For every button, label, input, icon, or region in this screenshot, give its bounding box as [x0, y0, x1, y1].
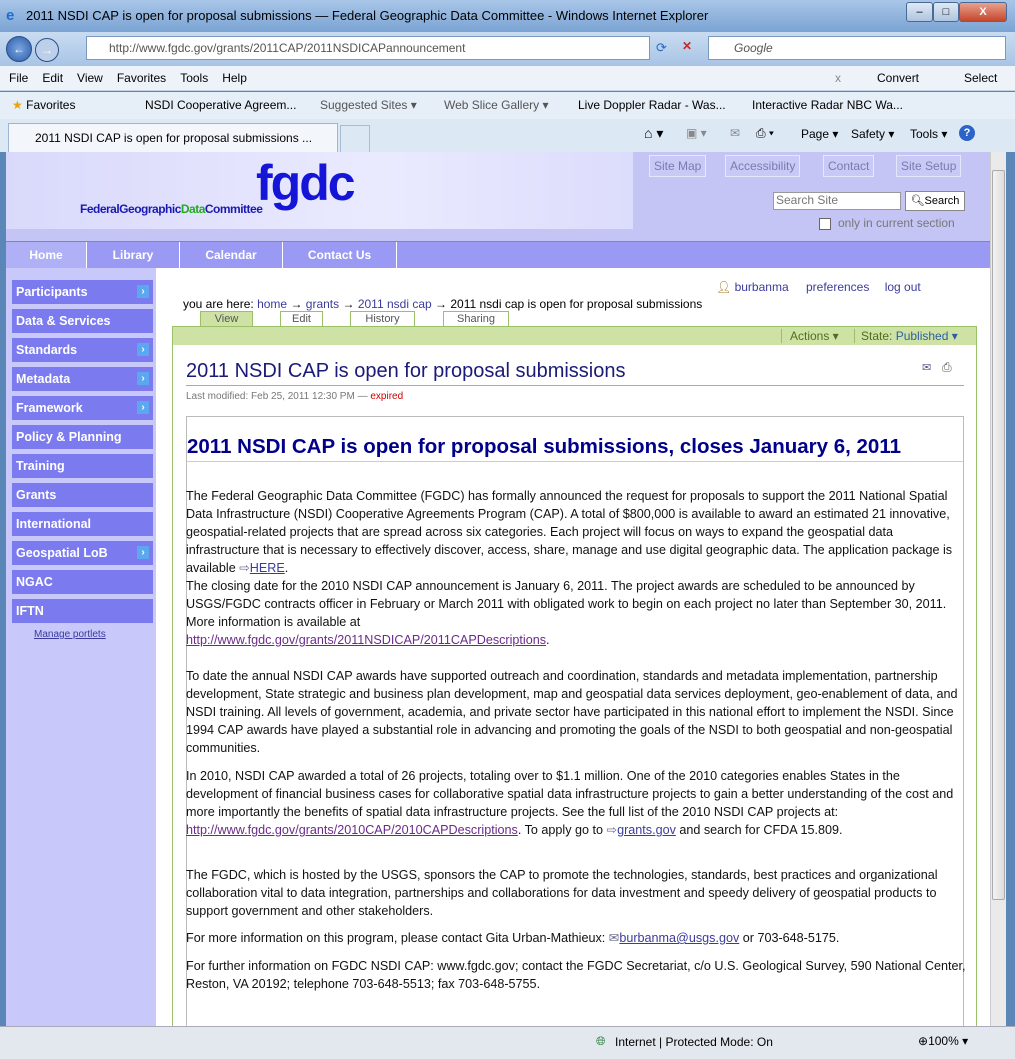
select-button[interactable]: Select [964, 71, 998, 85]
state-menu[interactable]: State: Published ▾ [854, 329, 958, 343]
scroll-thumb[interactable] [992, 170, 1005, 900]
sidebar-item-label: Data & Services [16, 314, 111, 328]
tab-sharing[interactable]: Sharing [443, 311, 509, 326]
logout-link[interactable]: log out [884, 280, 921, 294]
site-map-link[interactable]: Site Map [649, 155, 706, 177]
close-toolbar-button[interactable]: x [835, 71, 841, 85]
favorites-bar [0, 92, 1015, 119]
minimize-button[interactable]: – [906, 2, 933, 22]
nav-home[interactable]: Home [6, 242, 87, 268]
breadcrumb-home[interactable]: home [257, 297, 288, 311]
actions-menu[interactable]: Actions ▾ [781, 329, 839, 343]
chevron-right-icon: › [137, 285, 149, 298]
external-link-icon: ⇨ [606, 823, 618, 837]
nav-contact-us[interactable]: Contact Us [283, 242, 397, 268]
sidebar [6, 268, 156, 1026]
sidebar-item-standards[interactable] [12, 338, 153, 362]
breadcrumb-sep: → [342, 297, 355, 311]
user-link[interactable]: burbanma [734, 280, 789, 294]
only-current-label: only in current section [838, 216, 955, 230]
favorites-label: Favorites [26, 98, 76, 112]
star-icon: ★ [12, 98, 23, 112]
paragraph-3: To date the annual NSDI CAP awards have supported outreach and coordination, standards and metadata implementation, partnership development, State strategic and business plan development, map and geospatial data services deployment, geo-enablement of data, and NSDI training. All levels of government, academia, and private sector have participated in this national effort to implement the NSDI. Since 1994 CAP awards have played a substantial role in advancing and promoting the goals of the NSDI to both geospatial and non-geospatial communities. [186, 669, 958, 755]
last-modified: Last modified: Feb 25, 2011 12:30 PM — expired [186, 391, 404, 402]
main-nav [6, 241, 990, 268]
chevron-right-icon: › [137, 546, 149, 559]
fav-live-doppler[interactable]: Live Doppler Radar - Was... [578, 98, 726, 112]
new-tab-button[interactable] [340, 125, 370, 152]
zoom-level[interactable]: ⊕100% ▾ [918, 1034, 969, 1048]
chevron-right-icon: › [137, 401, 149, 414]
send-icon[interactable]: ✉ [922, 362, 932, 374]
tab-bar [0, 119, 1015, 152]
sidebar-item-label: Standards [16, 343, 78, 357]
sidebar-item-policy-planning[interactable] [12, 425, 153, 449]
vertical-scrollbar[interactable] [990, 152, 1006, 1026]
sidebar-item-grants[interactable] [12, 483, 153, 507]
ie-icon: e [6, 7, 15, 24]
address-input[interactable]: http://www.fgdc.gov/grants/2011CAP/2011NSDICAPannouncement [86, 36, 650, 60]
refresh-icon[interactable]: ⟳ [656, 40, 667, 55]
sidebar-item-label: Geospatial LoB [16, 546, 108, 560]
user-icon: 👤︎ [716, 280, 732, 294]
document-title: 2011 NSDI CAP is open for proposal submissions [186, 360, 964, 386]
stop-icon[interactable]: ✕ [682, 39, 693, 53]
maximize-button[interactable]: □ [933, 2, 959, 22]
here-link[interactable]: HERE [249, 561, 285, 575]
menu-help[interactable]: Help [222, 71, 247, 85]
sidebar-item-iftn[interactable] [12, 599, 153, 623]
menu-tools[interactable]: Tools [180, 71, 209, 85]
sidebar-item-participants[interactable] [12, 280, 153, 304]
paragraph-5: The FGDC, which is hosted by the USGS, sponsors the CAP to promote the technologies, standards, best practices and organizational collaboration vital to data integration, partnerships and collaborations for data investment and speedy delivery of geospatial products to support government and other stakeholders. [186, 868, 938, 918]
window-title: 2011 NSDI CAP is open for proposal submissions — Federal Geographic Data Committee - Windows Internet Explorer [26, 8, 709, 23]
sidebar-item-label: Policy & Planning [16, 430, 122, 444]
accessibility-link[interactable]: Accessibility [725, 155, 800, 177]
tab-edit[interactable]: Edit [280, 311, 323, 326]
safety-menu[interactable]: Safety ▾ [851, 127, 895, 141]
search-input[interactable] [708, 36, 1006, 60]
contact-link[interactable]: Contact [823, 155, 874, 177]
sidebar-item-label: International [16, 517, 92, 531]
magnifier-icon: 🔍︎ [910, 195, 925, 207]
help-icon[interactable]: ? [959, 125, 975, 141]
fav-web-slice-gallery[interactable]: Web Slice Gallery ▾ [444, 98, 549, 112]
fav-suggested-sites[interactable]: Suggested Sites ▾ [320, 98, 417, 112]
print-icon[interactable]: ⎙ ▾ [756, 126, 774, 140]
breadcrumb-sep: → [435, 297, 448, 311]
breadcrumb-grants[interactable]: grants [305, 297, 340, 311]
paragraph-1: The Federal Geographic Data Committee (FGDC) has formally announced the request for proposals to support the 2011 National Spatial Data Infrastructure (NSDI) Cooperative Agreements Program (CAP). A total of $800,000 is available to award an estimated 21 innovative, geospatial-related projects that are spread across six categories. Each project will focus on ways to expand the geospatial data infrastructure that is necessary to effectively discover, access, share, manage and use digital geographic data. The application package is available ⇨HERE. [186, 489, 953, 575]
sidebar-item-label: Participants [16, 285, 88, 299]
fav-interactive-radar[interactable]: Interactive Radar NBC Wa... [752, 98, 903, 112]
zone-status: Internet | Protected Mode: On [615, 1035, 773, 1049]
chevron-right-icon: › [137, 372, 149, 385]
2011-descriptions-link[interactable]: http://www.fgdc.gov/grants/2011NSDICAP/2011CAPDescriptions [186, 633, 547, 647]
site-search-button[interactable]: 🔍︎Search [905, 191, 965, 211]
status-bar [0, 1026, 1015, 1059]
sidebar-item-data-services[interactable] [12, 309, 153, 333]
menu-edit[interactable]: Edit [42, 71, 64, 85]
sidebar-item-label: Metadata [16, 372, 71, 386]
nav-calendar[interactable]: Calendar [180, 242, 283, 268]
fav-link-nsdi[interactable]: NSDI Cooperative Agreem... [145, 98, 297, 112]
sidebar-item-label: Training [16, 459, 65, 473]
sidebar-item-label: Framework [16, 401, 83, 415]
site-setup-link[interactable]: Site Setup [896, 155, 961, 177]
breadcrumb [183, 297, 702, 311]
page-viewport [6, 152, 990, 1026]
nav-library[interactable]: Library [87, 242, 180, 268]
tools-menu[interactable]: Tools ▾ [910, 127, 948, 141]
menu-bar [0, 66, 1015, 91]
tab-view[interactable]: View [200, 311, 253, 327]
site-header [6, 152, 990, 241]
only-current-checkbox[interactable] [819, 218, 831, 230]
mail-link-icon: ✉ [608, 931, 620, 945]
announcement-heading: 2011 NSDI CAP is open for proposal submissions, closes January 6, 2011 [187, 434, 963, 462]
print-page-icon[interactable]: ⎙ [942, 360, 952, 374]
breadcrumb-sep: → [290, 297, 303, 311]
sidebar-item-metadata[interactable] [12, 367, 153, 391]
paragraph-2: The closing date for the 2010 NSDI CAP announcement is January 6, 2011. The project awards are scheduled to be announced by USGS/FGDC contracts officer in February or March 2011 with obligated work to begin on each project no later than September 30, 2011. More information is available at http://www.fgdc.gov/grants/2011NSDICAP/2011CAPDescriptions. [186, 579, 947, 647]
sidebar-item-label: NGAC [16, 575, 53, 589]
back-button[interactable]: ← [6, 36, 32, 62]
manage-portlets-link[interactable]: Manage portlets [34, 629, 106, 640]
sidebar-item-geospatial-lob[interactable] [12, 541, 153, 565]
menu-view[interactable]: View [77, 71, 103, 85]
expired-label: expired [370, 391, 404, 402]
convert-button[interactable]: Convert [877, 71, 920, 85]
grants-gov-link[interactable]: grants.gov [617, 823, 676, 837]
email-link[interactable]: burbanma@usgs.gov [619, 931, 740, 945]
browser-tab[interactable]: 2011 NSDI CAP is open for proposal submissions ... [8, 123, 338, 152]
favorites-button[interactable] [12, 98, 75, 112]
logo-text: fgdc [256, 155, 354, 211]
sidebar-item-training[interactable] [12, 454, 153, 478]
sidebar-item-framework[interactable] [12, 396, 153, 420]
chevron-right-icon: › [137, 343, 149, 356]
breadcrumb-prefix: you are here: [183, 297, 254, 311]
close-button[interactable]: X [959, 2, 1007, 22]
paragraph-6: For more information on this program, please contact Gita Urban-Mathieux: ✉burbanma@usgs.gov or 703-648-5175. [186, 931, 840, 945]
breadcrumb-2011-nsdi-cap[interactable]: 2011 nsdi cap [357, 297, 432, 311]
2010-descriptions-link[interactable]: http://www.fgdc.gov/grants/2010CAP/2010CAPDescriptions [186, 823, 518, 837]
globe-icon: 🌐︎ [596, 1034, 606, 1048]
menu-favorites[interactable]: Favorites [116, 71, 167, 85]
paragraph-4: In 2010, NSDI CAP awarded a total of 26 projects, totaling over to $1.1 million. One of the 2010 categories enables States in the development of financial business cases for collaborative spatial data infrastructure projects to gain a better understanding of the cost and more importantly the benefits of spatial data infrastructure projects. See the full list of the 2010 NSDI CAP projects at: http://www.fgdc.gov/grants/2010CAP/2010CAPDescriptions. To apply go to ⇨grants.gov and search for CFDA 15.809. [186, 769, 954, 837]
mail-icon[interactable]: ✉ [730, 126, 741, 140]
site-search-input[interactable]: Search Site [773, 192, 901, 210]
user-bar [716, 280, 921, 294]
sidebar-item-international[interactable] [12, 512, 153, 536]
title-bar [0, 0, 1015, 32]
paragraph-7: For further information on FGDC NSDI CAP: www.fgdc.gov; contact the FGDC Secretariat, c/o U.S. Geological Survey, 590 National Center, Reston, VA 20192; telephone 703-648-5513; fax 703-648-5755. [186, 959, 966, 991]
home-icon[interactable]: ⌂ ▾ [644, 125, 664, 141]
page-menu[interactable]: Page ▾ [801, 127, 839, 141]
fgdc-logo[interactable] [6, 152, 633, 229]
external-link-icon: ⇨ [239, 561, 250, 575]
content-actions-bar [172, 326, 977, 346]
preferences-link[interactable]: preferences [805, 280, 870, 294]
sidebar-item-label: IFTN [16, 604, 44, 618]
feeds-icon[interactable]: ▣ ▾ [686, 126, 707, 140]
tab-history[interactable]: History [350, 311, 415, 326]
logo-subtitle: FederalGeographicDataCommittee [80, 202, 263, 216]
menu-file[interactable]: File [9, 71, 29, 85]
forward-button[interactable]: → [35, 38, 59, 62]
breadcrumb-current: 2011 nsdi cap is open for proposal submissions [450, 297, 703, 311]
sidebar-item-ngac[interactable] [12, 570, 153, 594]
search-placeholder: Google [734, 41, 773, 55]
sidebar-item-label: Grants [16, 488, 57, 502]
